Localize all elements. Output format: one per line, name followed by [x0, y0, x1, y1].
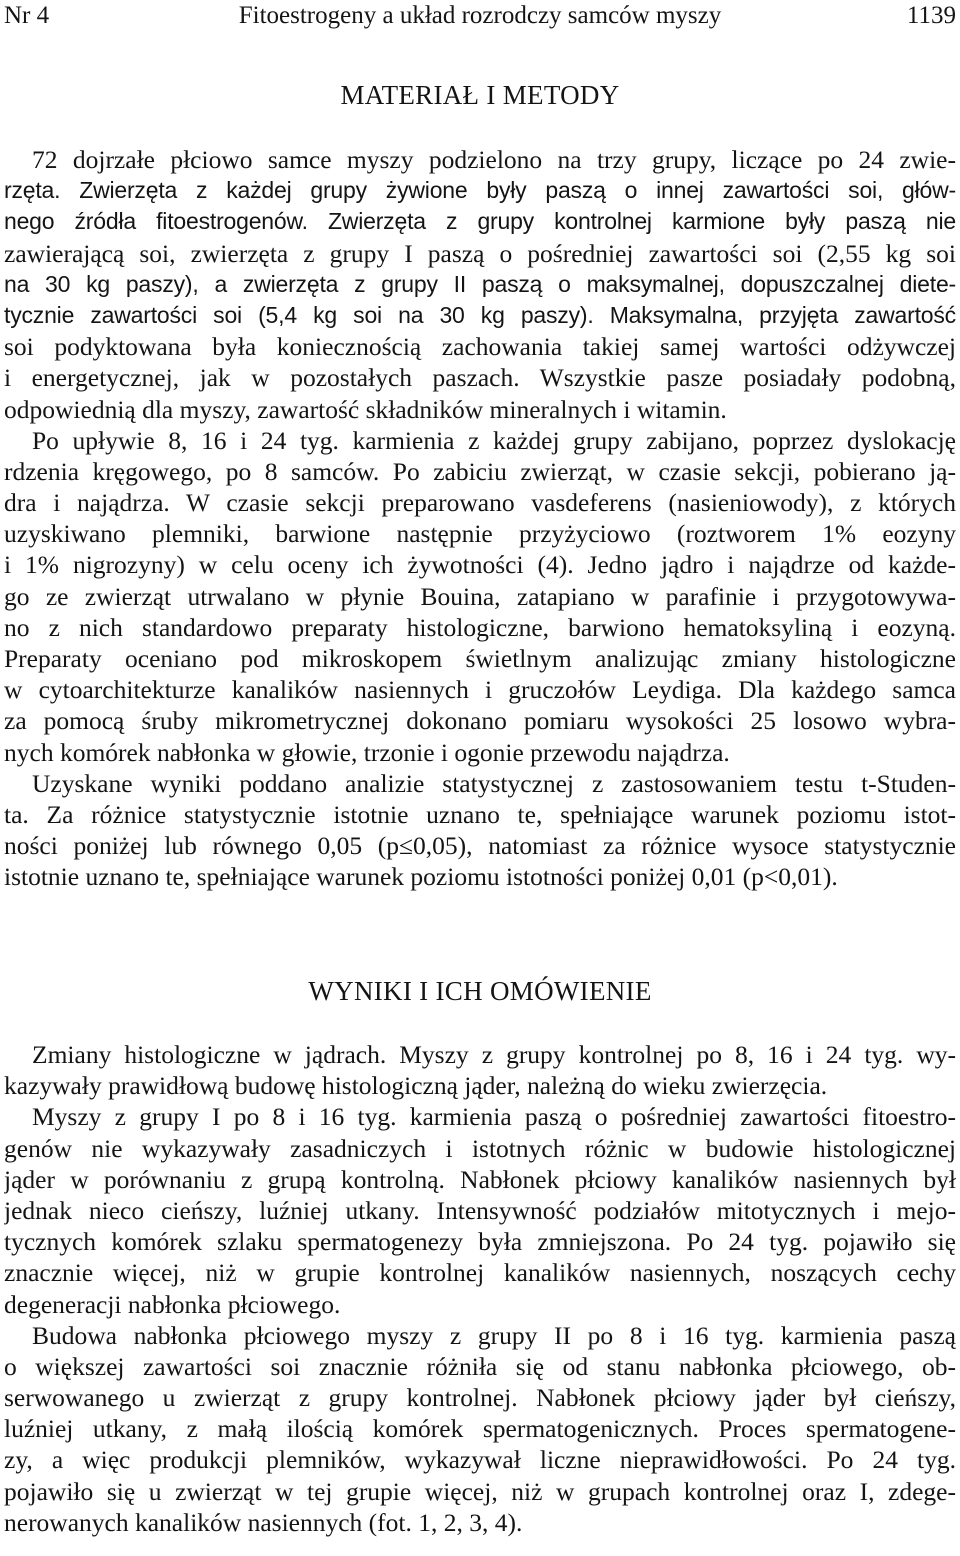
- text-line: degeneracji nabłonka płciowego.: [4, 1289, 341, 1319]
- text-line: odpowiednią dla myszy, zawartość składników mineralnych i witamin.: [4, 394, 727, 424]
- text-line: Uzyskane wyniki poddano analizie statystycznej z zastosowaniem testu t-Studen-: [32, 768, 956, 798]
- text-line: serwowanego u zwierząt z grupy kontrolnej. Nabłonek płciowy jąder był cieńszy,: [4, 1383, 956, 1413]
- issue-number: Nr 4: [4, 2, 50, 29]
- text-line: i 1% nigrozyny) w celu oceny ich żywotności (4). Jedno jądro i najądrze od każde-: [4, 550, 956, 580]
- text-line: pojawiło się u zwierząt w tej grupie więcej, niż w grupach kontrolnej oraz I, zdege-: [4, 1476, 956, 1506]
- text-line: 72 dojrzałe płciowo samce myszy podzielono na trzy grupy, liczące po 24 zwie-: [32, 145, 956, 174]
- text-line: Budowa nabłonka płciowego myszy z grupy II po 8 i 16 tyg. karmienia paszą: [32, 1320, 956, 1350]
- text-line: rzęta. Zwierzęta z każdej grupy żywione były paszą o innej zawartości soi, głów-: [4, 177, 956, 204]
- running-title: Fitoestrogeny a układ rozrodczy samców myszy: [238, 2, 722, 29]
- text-line: o większej zawartości soi znacznie różniła się od stanu nabłonka płciowego, ob-: [4, 1351, 956, 1381]
- text-line: tycznie zawartości soi (5,4 kg soi na 30 kg paszy). Maksymalna, przyjęta zawartość: [4, 301, 956, 328]
- text-line: go ze zwierząt utrwalano w płynie Bouina, zatapiano w parafinie i przygotowywa-: [4, 581, 956, 611]
- running-header: [0, 0, 960, 36]
- text-line: w cytoarchitekturze kanalików nasiennych i gruczołów Leydiga. Dla każdego samca: [4, 675, 956, 705]
- text-line: zawierającą soi, zwierzęta z grupy I paszą o pośredniej zawartości soi (2,55 kg soi: [4, 238, 956, 268]
- text-line: ności poniżej lub równego 0,05 (p≤0,05), natomiast za różnice wysoce statystycznie: [4, 831, 956, 861]
- text-line: jednak nieco cieńszy, luźniej utkany. Intensywność podziałów mitotycznych i mejo-: [4, 1195, 956, 1225]
- text-line: Myszy z grupy I po 8 i 16 tyg. karmienia paszą o pośredniej zawartości fitoestro-: [32, 1102, 956, 1132]
- text-line: soi podyktowana była koniecznością zachowania takiej samej wartości odżywczej: [4, 332, 956, 362]
- text-line: genów nie wykazywały zasadniczych i istotnych różnic w budowie histologicznej: [4, 1133, 956, 1163]
- section-heading-methods: MATERIAŁ I METODY: [340, 80, 620, 110]
- page-number: 1139: [906, 2, 956, 29]
- text-line: nych komórek nabłonka w głowie, trzonie i ogonie przewodu najądrza.: [4, 737, 730, 767]
- text-line: rdzenia kręgowego, po 8 samców. Po zabiciu zwierząt, w czasie sekcji, pobierano ją-: [4, 456, 956, 486]
- text-line: no z nich standardowo preparaty histologiczne, barwiono hematoksyliną i eozyną.: [4, 612, 956, 642]
- text-line: Preparaty oceniano pod mikroskopem świetlnym analizując zmiany histologiczne: [4, 644, 956, 673]
- text-line: uzyskiwano plemniki, barwione następnie przyżyciowo (roztworem 1% eozyny: [4, 519, 956, 549]
- text-line: ta. Za różnice statystycznie istotnie uznano te, spełniające warunek poziomu istot-: [4, 799, 956, 829]
- text-line: znacznie więcej, niż w grupie kontrolnej kanalików nasiennych, noszących cechy: [4, 1258, 956, 1288]
- text-line: zy, a więc produkcji plemników, wykazywał liczne nieprawidłowości. Po 24 tyg.: [4, 1445, 956, 1475]
- text-line: jąder w porównaniu z grupą kontrolną. Nabłonek płciowy kanalików nasiennych był: [4, 1164, 956, 1194]
- methods-body: [4, 144, 956, 893]
- text-line: tycznych komórek szlaku spermatogenezy była zmniejszona. Po 24 tyg. pojawiło się: [4, 1227, 956, 1257]
- text-line: Zmiany histologiczne w jądrach. Myszy z grupy kontrolnej po 8, 16 i 24 tyg. wy-: [32, 1040, 956, 1069]
- results-body: [4, 1039, 956, 1538]
- text-line: dra i najądrza. W czasie sekcji preparowano vasdeferens (nasieniowody), z których: [4, 488, 956, 518]
- text-line: kazywały prawidłową budowę histologiczną jąder, należną do wieku zwierzęcia.: [4, 1071, 828, 1101]
- text-line: na 30 kg paszy), a zwierzęta z grupy II paszą o maksymalnej, dopuszczalnej diete-: [4, 270, 956, 297]
- section-heading-results: WYNIKI I ICH OMÓWIENIE: [308, 976, 652, 1006]
- text-line: Po upływie 8, 16 i 24 tyg. karmienia z każdej grupy zabijano, poprzez dyslokację: [32, 425, 956, 455]
- text-line: i energetycznej, jak w pozostałych paszach. Wszystkie pasze posiadały podobną,: [4, 363, 956, 393]
- text-line: nego źródła fitoestrogenów. Zwierzęta z grupy kontrolnej karmione były paszą nie: [4, 208, 956, 235]
- text-line: luźniej utkany, z małą ilością komórek spermatogenicznych. Proces spermatogene-: [4, 1414, 956, 1444]
- text-line: istotnie uznano te, spełniające warunek poziomu istotności poniżej 0,01 (p<0,01).: [4, 862, 838, 892]
- text-line: nerowanych kanalików nasiennych (fot. 1, 2, 3, 4).: [4, 1507, 523, 1537]
- text-line: za pomocą śruby mikrometrycznej dokonano pomiaru wysokości 25 losowo wybra-: [4, 706, 956, 736]
